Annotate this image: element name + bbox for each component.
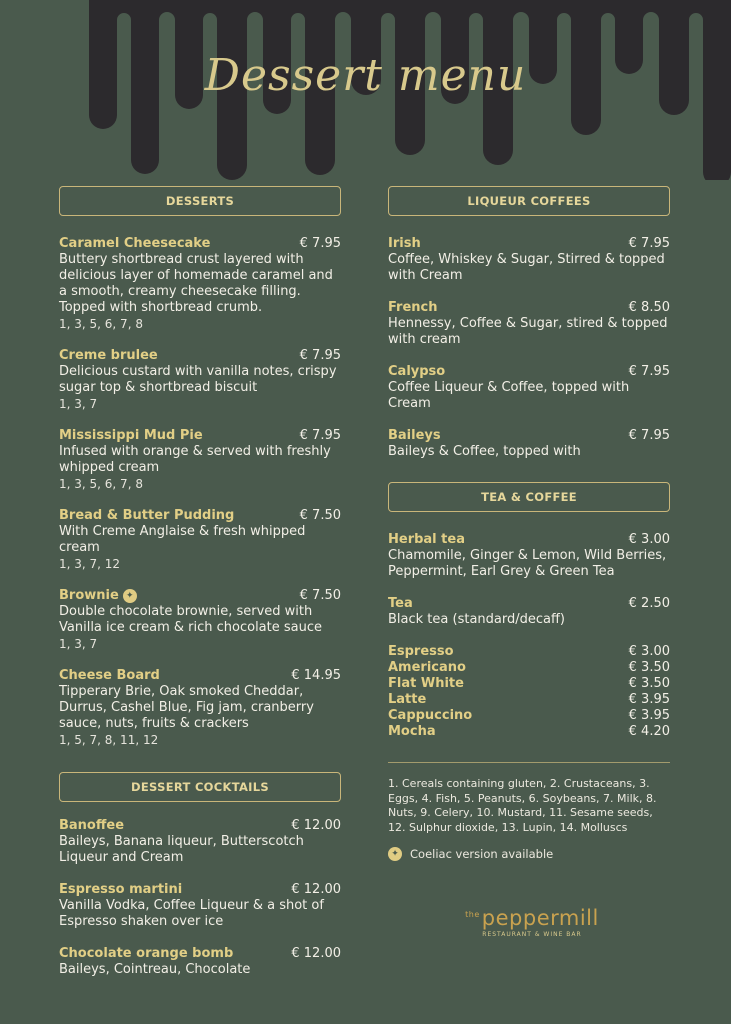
item-price: € 8.50 xyxy=(628,300,670,315)
item-price: € 7.95 xyxy=(299,236,341,251)
item-name: Calypso xyxy=(388,364,446,379)
item-name: Cappuccino xyxy=(388,708,473,723)
item-price: € 7.50 xyxy=(299,508,341,523)
item-price: € 12.00 xyxy=(291,818,341,833)
item-price: € 3.00 xyxy=(628,532,670,547)
item-price: € 3.95 xyxy=(628,708,670,723)
item-price: € 3.95 xyxy=(628,692,670,707)
logo-tagline: RESTAURANT & WINE BAR xyxy=(482,931,582,938)
item-name: Tea xyxy=(388,596,413,611)
item-price: € 2.50 xyxy=(628,596,670,611)
menu-item xyxy=(59,668,341,748)
item-allergens: 1, 3, 5, 6, 7, 8 xyxy=(59,317,143,331)
item-price: € 7.95 xyxy=(299,428,341,443)
menu-item xyxy=(388,300,670,348)
item-name: Baileys xyxy=(388,428,441,443)
dessert-cocktails-header: DESSERT COCKTAILS xyxy=(59,772,341,802)
item-name: Espresso martini xyxy=(59,882,183,897)
item-description: Double chocolate brownie, served with Vanilla ice cream & rich chocolate sauce xyxy=(59,604,322,635)
item-name: Brownie xyxy=(59,588,119,603)
menu-item xyxy=(59,508,341,572)
item-description: Vanilla Vodka, Coffee Liqueur & a shot of Espresso shaken over ice xyxy=(59,898,324,929)
item-description: Black tea (standard/decaff) xyxy=(388,612,566,627)
item-allergens: 1, 3, 7 xyxy=(59,637,98,651)
coeliac-note xyxy=(388,847,670,861)
item-name: Banoffee xyxy=(59,818,125,833)
item-description: Infused with orange & served with freshly whipped cream xyxy=(59,444,331,475)
item-name: Chocolate orange bomb xyxy=(59,946,234,961)
desserts-header: DESSERTS xyxy=(59,186,341,216)
allergen-legend: 1. Cereals containing gluten, 2. Crustaceans, 3. Eggs, 4. Fish, 5. Peanuts, 6. Soybeans, 7. Milk, 8. Nuts, 9. Celery, 10. Mustard, 11. Sesame seeds, 12. Sulphur dioxide, 13. Lupin, 14. Molluscs xyxy=(388,777,657,834)
item-price: € 3.50 xyxy=(628,660,670,675)
item-price: € 3.00 xyxy=(628,644,670,659)
logo-name: peppermill xyxy=(481,906,599,930)
item-name: Mississippi Mud Pie xyxy=(59,428,203,443)
item-name: Creme brulee xyxy=(59,348,158,363)
coeliac-note-text: Coeliac version available xyxy=(410,847,554,861)
coffee-row xyxy=(388,644,670,660)
item-description: Chamomile, Ginger & Lemon, Wild Berries, Peppermint, Earl Grey & Green Tea xyxy=(388,548,667,579)
item-name: Mocha xyxy=(388,724,436,739)
menu-item xyxy=(388,532,670,580)
item-name: Flat White xyxy=(388,676,464,691)
menu-item xyxy=(388,236,670,284)
item-name: Caramel Cheesecake xyxy=(59,236,211,251)
menu-item xyxy=(388,364,670,412)
item-name: Irish xyxy=(388,236,421,251)
item-allergens: 1, 5, 7, 8, 11, 12 xyxy=(59,733,159,747)
menu-item xyxy=(59,236,341,332)
item-price: € 7.95 xyxy=(299,348,341,363)
item-description: Baileys, Banana liqueur, Butterscotch Liqueur and Cream xyxy=(59,834,304,865)
item-name: Espresso xyxy=(388,644,454,659)
item-price: € 7.95 xyxy=(628,236,670,251)
item-name: French xyxy=(388,300,438,315)
item-description: With Creme Anglaise & fresh whipped cream xyxy=(59,524,306,555)
divider xyxy=(388,762,670,763)
coffee-row xyxy=(388,660,670,676)
item-name: Latte xyxy=(388,692,427,707)
item-description: Baileys & Coffee, topped with xyxy=(388,444,581,459)
item-name: Herbal tea xyxy=(388,532,465,547)
wheat-free-icon: ✦ xyxy=(123,589,137,603)
wheat-free-icon: ✦ xyxy=(388,847,402,861)
menu-item xyxy=(59,348,341,412)
menu-item xyxy=(388,596,670,628)
menu-item xyxy=(59,946,341,978)
item-description: Coffee Liqueur & Coffee, topped with Cream xyxy=(388,380,630,411)
restaurant-logo xyxy=(462,906,602,938)
right-column xyxy=(388,186,670,861)
item-allergens: 1, 3, 7 xyxy=(59,397,98,411)
item-price: € 14.95 xyxy=(291,668,341,683)
coffee-list xyxy=(388,644,670,740)
tea-coffee-header: TEA & COFFEE xyxy=(388,482,670,512)
menu-item xyxy=(59,588,341,652)
menu-title: Dessert menu xyxy=(204,50,527,101)
item-description: Baileys, Cointreau, Chocolate xyxy=(59,962,251,977)
item-price: € 12.00 xyxy=(291,946,341,961)
item-price: € 3.50 xyxy=(628,676,670,691)
item-price: € 7.95 xyxy=(628,364,670,379)
item-allergens: 1, 3, 5, 6, 7, 8 xyxy=(59,477,143,491)
coffee-row xyxy=(388,692,670,708)
menu-item xyxy=(59,818,341,866)
item-description: Tipperary Brie, Oak smoked Cheddar, Durrus, Cashel Blue, Fig jam, cranberry sauce, nuts, fruits & crackers xyxy=(59,684,314,731)
item-price: € 7.95 xyxy=(628,428,670,443)
liqueur-coffees-header: LIQUEUR COFFEES xyxy=(388,186,670,216)
item-name: Americano xyxy=(388,660,466,675)
item-price: € 12.00 xyxy=(291,882,341,897)
item-price: € 7.50 xyxy=(299,588,341,603)
logo-prefix: the xyxy=(465,910,480,919)
item-description: Delicious custard with vanilla notes, crispy sugar top & shortbread biscuit xyxy=(59,364,337,395)
coffee-row xyxy=(388,676,670,692)
coffee-row xyxy=(388,708,670,724)
item-name: Bread & Butter Pudding xyxy=(59,508,235,523)
coffee-row xyxy=(388,724,670,740)
item-description: Hennessy, Coffee & Sugar, stired & topped with cream xyxy=(388,316,668,347)
left-column xyxy=(59,186,341,978)
menu-item xyxy=(59,428,341,492)
menu-item xyxy=(59,882,341,930)
item-description: Buttery shortbread crust layered with delicious layer of homemade caramel and a smooth, creamy cheesecake filling. Topped with shortbread crumb. xyxy=(59,252,333,315)
item-name: Cheese Board xyxy=(59,668,160,683)
menu-item xyxy=(388,428,670,460)
item-allergens: 1, 3, 7, 12 xyxy=(59,557,121,571)
item-description: Coffee, Whiskey & Sugar, Stirred & topped with Cream xyxy=(388,252,665,283)
item-price: € 4.20 xyxy=(628,724,670,739)
